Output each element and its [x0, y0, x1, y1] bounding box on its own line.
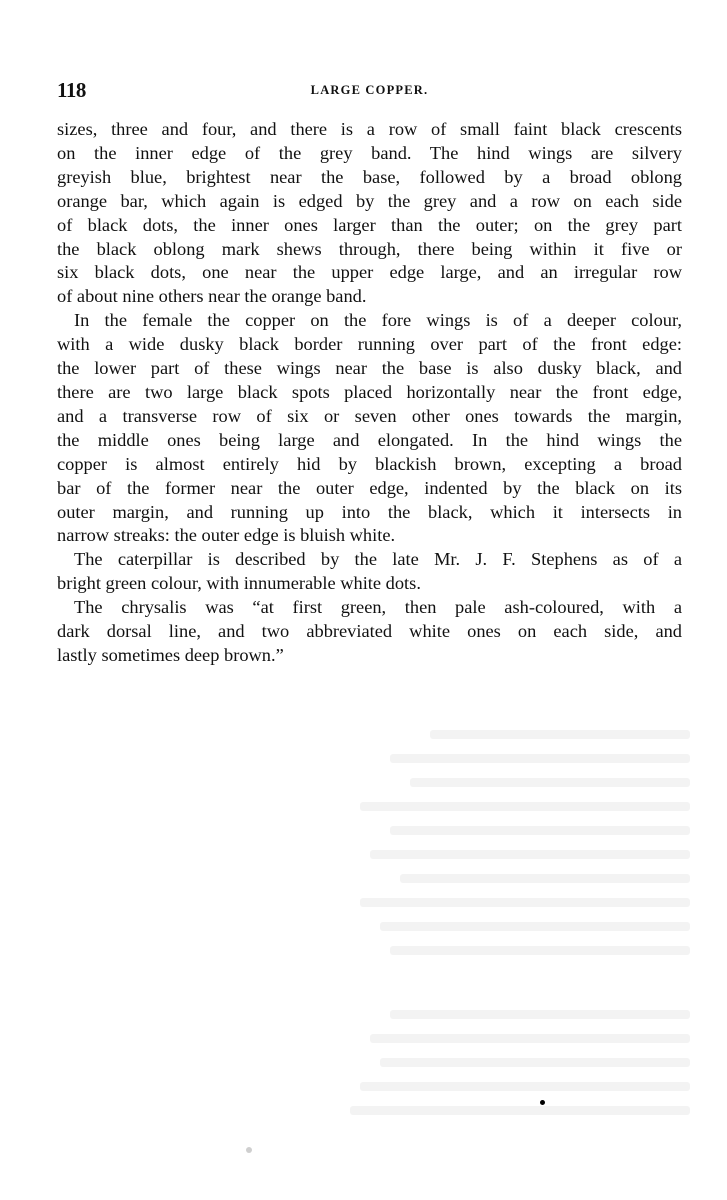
show-through-line	[390, 946, 690, 955]
ink-speck	[246, 1147, 252, 1153]
show-through-line	[400, 874, 690, 883]
text-line: bright green colour, with innumerable white dots.	[57, 573, 421, 594]
text-line: copper is almost entirely hid by blackish brown, excepting a broad	[57, 453, 682, 474]
text-line: bar of the former near the outer edge, indented by the black on its	[57, 477, 682, 498]
text-line: orange bar, which again is edged by the grey and a row on each side	[57, 190, 682, 211]
paragraph	[57, 118, 682, 309]
paragraph	[57, 596, 682, 668]
text-line: with a wide dusky black border running over part of the front edge:	[57, 334, 682, 355]
show-through-line	[360, 1082, 690, 1091]
ink-speck	[540, 1100, 545, 1105]
paragraph	[57, 548, 682, 596]
show-through-line	[390, 826, 690, 835]
text-line: the middle ones being large and elongated. In the hind wings the	[57, 429, 682, 450]
paragraph	[57, 309, 682, 548]
show-through-line	[380, 922, 690, 931]
page-header	[57, 78, 682, 104]
text-line: the lower part of these wings near the base is also dusky black, and	[57, 358, 682, 379]
show-through-texture	[0, 690, 727, 1200]
show-through-line	[350, 1106, 690, 1115]
text-line: of about nine others near the orange band.	[57, 286, 367, 307]
text-line: The chrysalis was “at first green, then pale ash-coloured, with a	[74, 597, 682, 618]
text-line: the black oblong mark shews through, there being within it five or	[57, 238, 682, 259]
text-line: The caterpillar is described by the late Mr. J. F. Stephens as of a	[74, 549, 682, 570]
text-line: dark dorsal line, and two abbreviated white ones on each side, and	[57, 621, 682, 642]
text-line: of black dots, the inner ones larger than the outer; on the grey part	[57, 214, 682, 235]
body-text	[57, 118, 682, 668]
text-line: six black dots, one near the upper edge large, and an irregular row	[57, 262, 682, 283]
text-line: narrow streaks: the outer edge is bluish white.	[57, 525, 396, 546]
show-through-line	[360, 802, 690, 811]
text-line: In the female the copper on the fore wings is of a deeper colour,	[74, 310, 682, 331]
text-line: greyish blue, brightest near the base, followed by a broad oblong	[57, 166, 682, 187]
text-line: and a transverse row of six or seven other ones towards the margin,	[57, 405, 682, 426]
page-number: 118	[57, 78, 86, 102]
text-line: there are two large black spots placed horizontally near the front edge,	[57, 381, 682, 402]
show-through-line	[390, 1010, 690, 1019]
text-line: sizes, three and four, and there is a row of small faint black crescents	[57, 119, 682, 139]
show-through-line	[370, 850, 690, 859]
show-through-line	[410, 778, 690, 787]
show-through-line	[390, 754, 690, 763]
show-through-line	[360, 898, 690, 907]
show-through-line	[370, 1034, 690, 1043]
text-line: lastly sometimes deep brown.”	[57, 644, 284, 665]
text-line: on the inner edge of the grey band. The hind wings are silvery	[57, 142, 682, 163]
show-through-line	[380, 1058, 690, 1067]
text-line: outer margin, and running up into the black, which it intersects in	[57, 501, 682, 522]
show-through-line	[430, 730, 690, 739]
running-head: LARGE COPPER.	[310, 83, 429, 97]
